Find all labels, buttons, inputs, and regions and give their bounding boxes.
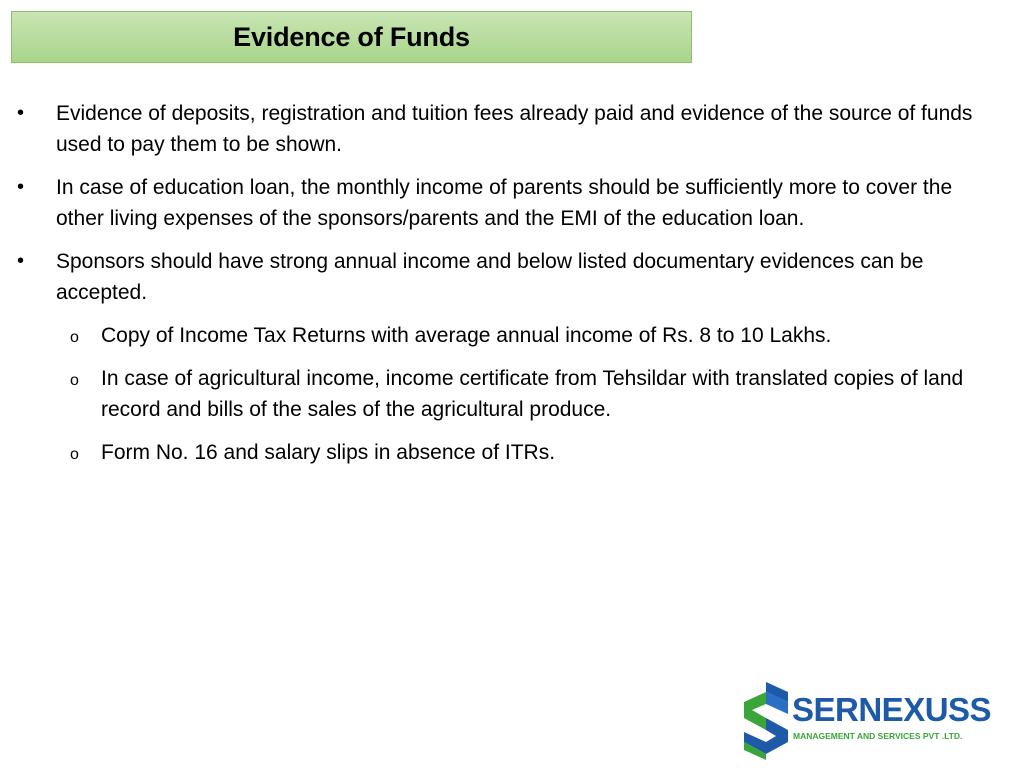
bullet-list bbox=[0, 98, 1024, 480]
slide-title-bar bbox=[11, 11, 692, 63]
sub-bullet-text: In case of agricultural income, income certificate from Tehsildar with translated copies of land record and bills of the sales of the agricultural produce. bbox=[101, 367, 964, 421]
bullet-text: In case of education loan, the monthly income of parents should be sufficiently more to cover the other living expenses of the sponsors/parents and the EMI of the education loan. bbox=[56, 176, 953, 230]
bullet-item bbox=[0, 172, 1024, 234]
sub-bullet-marker: o bbox=[70, 372, 79, 389]
bullet-marker: • bbox=[17, 102, 25, 124]
company-logo bbox=[742, 680, 1012, 762]
bullet-item bbox=[0, 246, 1024, 308]
sub-bullet-item bbox=[0, 437, 1024, 468]
sub-bullet-text: Copy of Income Tax Returns with average annual income of Rs. 8 to 10 Lakhs. bbox=[101, 324, 832, 347]
bullet-item bbox=[0, 98, 1024, 160]
bullet-text: Sponsors should have strong annual income and below listed documentary evidences can be accepted. bbox=[56, 250, 924, 304]
sernexuss-logo-icon bbox=[742, 680, 790, 762]
sub-bullet-item bbox=[0, 320, 1024, 351]
sub-bullet-item bbox=[0, 363, 1024, 425]
bullet-marker: • bbox=[17, 176, 25, 198]
sub-bullet-text: Form No. 16 and salary slips in absence of ITRs. bbox=[101, 441, 556, 464]
sub-bullet-marker: o bbox=[70, 446, 79, 463]
bullet-text: Evidence of deposits, registration and tuition fees already paid and evidence of the source of funds used to pay them to be shown. bbox=[56, 102, 973, 156]
sub-bullet-marker: o bbox=[70, 329, 79, 346]
bullet-marker: • bbox=[17, 250, 25, 272]
slide-title: Evidence of Funds bbox=[233, 21, 470, 52]
logo-tagline: MANAGEMENT AND SERVICES PVT .LTD. bbox=[793, 731, 963, 741]
logo-name: SERNEXUSS bbox=[792, 691, 992, 728]
